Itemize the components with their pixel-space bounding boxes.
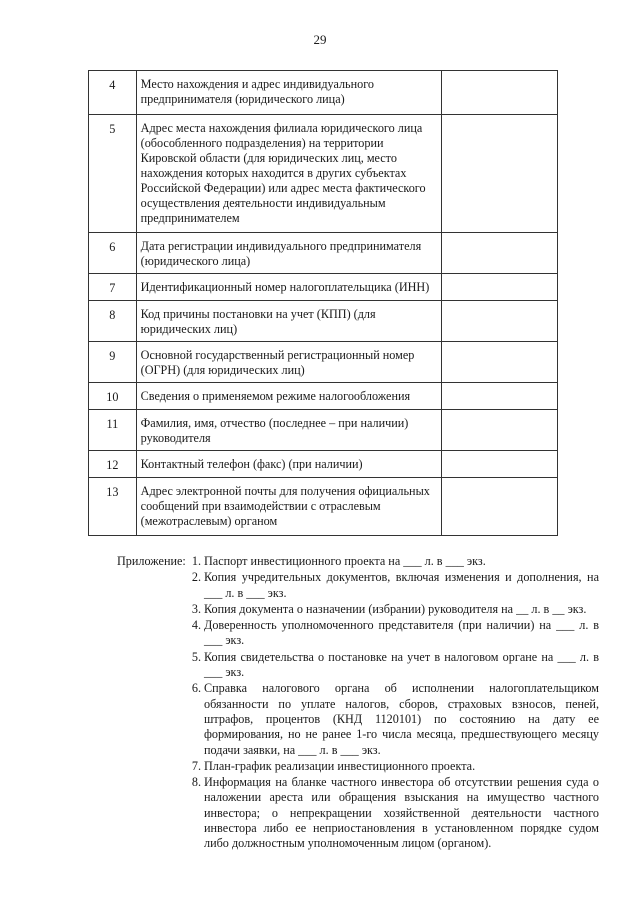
row-label: Основной государственный регистрационный номер (ОГРН) (для юридических лиц) <box>136 342 442 383</box>
row-value-field[interactable] <box>442 410 558 451</box>
list-item <box>189 759 599 774</box>
list-item-text: Паспорт инвестиционного проекта на ___ л. в ___ экз. <box>204 554 486 568</box>
list-item-text: Копия свидетельства о постановке на учет в налоговом органе на ___ л. в ___ экз. <box>204 649 599 680</box>
attachments-list <box>189 554 599 853</box>
row-number: 6 <box>89 233 137 274</box>
list-item-number: 5. <box>191 649 201 664</box>
row-label: Фамилия, имя, отчество (последнее – при наличии) руководителя <box>136 410 442 451</box>
table-row <box>89 71 558 115</box>
table-row <box>89 233 558 274</box>
applicant-info-table <box>88 70 558 536</box>
row-label: Дата регистрации индивидуального предпринимателя (юридического лица) <box>136 233 442 274</box>
list-item <box>189 570 599 601</box>
table-row <box>89 301 558 342</box>
list-item <box>189 650 599 681</box>
row-label: Сведения о применяемом режиме налогообложения <box>136 383 442 410</box>
list-item-number: 7. <box>191 758 201 773</box>
table-row <box>89 451 558 478</box>
row-number: 8 <box>89 301 137 342</box>
list-item <box>189 681 599 757</box>
table-row <box>89 342 558 383</box>
list-item-text: План-график реализации инвестиционного проекта. <box>204 758 476 773</box>
table-row <box>89 383 558 410</box>
row-number: 4 <box>89 71 137 115</box>
row-value-field[interactable] <box>442 115 558 233</box>
list-item-text: Копия учредительных документов, включая изменения и дополнения, на ___ л. в ___ экз. <box>204 570 599 600</box>
row-value-field[interactable] <box>442 451 558 478</box>
row-number: 7 <box>89 274 137 301</box>
row-value-field[interactable] <box>442 274 558 301</box>
list-item-number: 8. <box>191 775 201 790</box>
table-body <box>89 71 558 536</box>
table-row <box>89 115 558 233</box>
row-number: 12 <box>89 451 137 478</box>
attachments-label: Приложение: <box>117 554 186 568</box>
row-value-field[interactable] <box>442 301 558 342</box>
list-item-number: 1. <box>191 554 201 568</box>
list-item <box>189 554 599 569</box>
row-number: 13 <box>89 478 137 536</box>
row-number: 9 <box>89 342 137 383</box>
list-item-number: 4. <box>191 618 201 633</box>
page-number: 29 <box>313 32 327 47</box>
row-value-field[interactable] <box>442 71 558 115</box>
row-value-field[interactable] <box>442 478 558 536</box>
row-number: 5 <box>89 115 137 233</box>
list-item-number: 6. <box>191 681 201 696</box>
list-item-text: Копия документа о назначении (избрании) руководителя на __ л. в __ экз. <box>204 601 587 616</box>
list-item-text: Информация на бланке частного инвестора об отсутствии решения суда о наложении ареста или обращения взыскания на имущество частного инвестора; о непрекращении хозяйственной деятельности частного инвестора либо ее неприостановления в установленном порядке судом либо должностным уполномоченным лицом (органом). <box>204 775 599 851</box>
row-value-field[interactable] <box>442 342 558 383</box>
row-value-field[interactable] <box>442 383 558 410</box>
row-label: Идентификационный номер налогоплательщика (ИНН) <box>136 274 442 301</box>
table-row <box>89 274 558 301</box>
row-label: Адрес места нахождения филиала юридического лица (обособленного подразделения) на территории Кировской области (для юридических лиц, место нахождения которых находится в других субъектах Российской Федерации) или адрес места фактического осуществления деятельности индивидуальным предпринимателем <box>136 115 442 233</box>
list-item <box>189 775 599 851</box>
list-item-number: 2. <box>191 570 201 585</box>
list-item <box>189 618 599 649</box>
row-number: 10 <box>89 383 137 410</box>
list-item <box>189 602 599 617</box>
row-label: Код причины постановки на учет (КПП) (для юридических лиц) <box>136 301 442 342</box>
row-value-field[interactable] <box>442 233 558 274</box>
list-item-text: Доверенность уполномоченного представителя (при наличии) на ___ л. в ___ экз. <box>204 618 599 648</box>
list-item-number: 3. <box>191 601 201 616</box>
list-item-text: Справка налогового органа об исполнении налогоплательщиком обязанности по уплате налогов, сборов, страховых взносов, пеней, штрафов, процентов (КНД 1120101) по состоянию на дату ее формирования, но не ранее 1-го числа месяца, предшествующего месяцу подачи заявки, на ___ л. в ___ экз. <box>204 681 599 757</box>
table-row <box>89 410 558 451</box>
row-number: 11 <box>89 410 137 451</box>
row-label: Место нахождения и адрес индивидуального предпринимателя (юридического лица) <box>136 71 442 115</box>
row-label: Адрес электронной почты для получения официальных сообщений при взаимодействии с отраслевым (межотраслевым) органом <box>136 478 442 536</box>
row-label: Контактный телефон (факс) (при наличии) <box>136 451 442 478</box>
table-row <box>89 478 558 536</box>
